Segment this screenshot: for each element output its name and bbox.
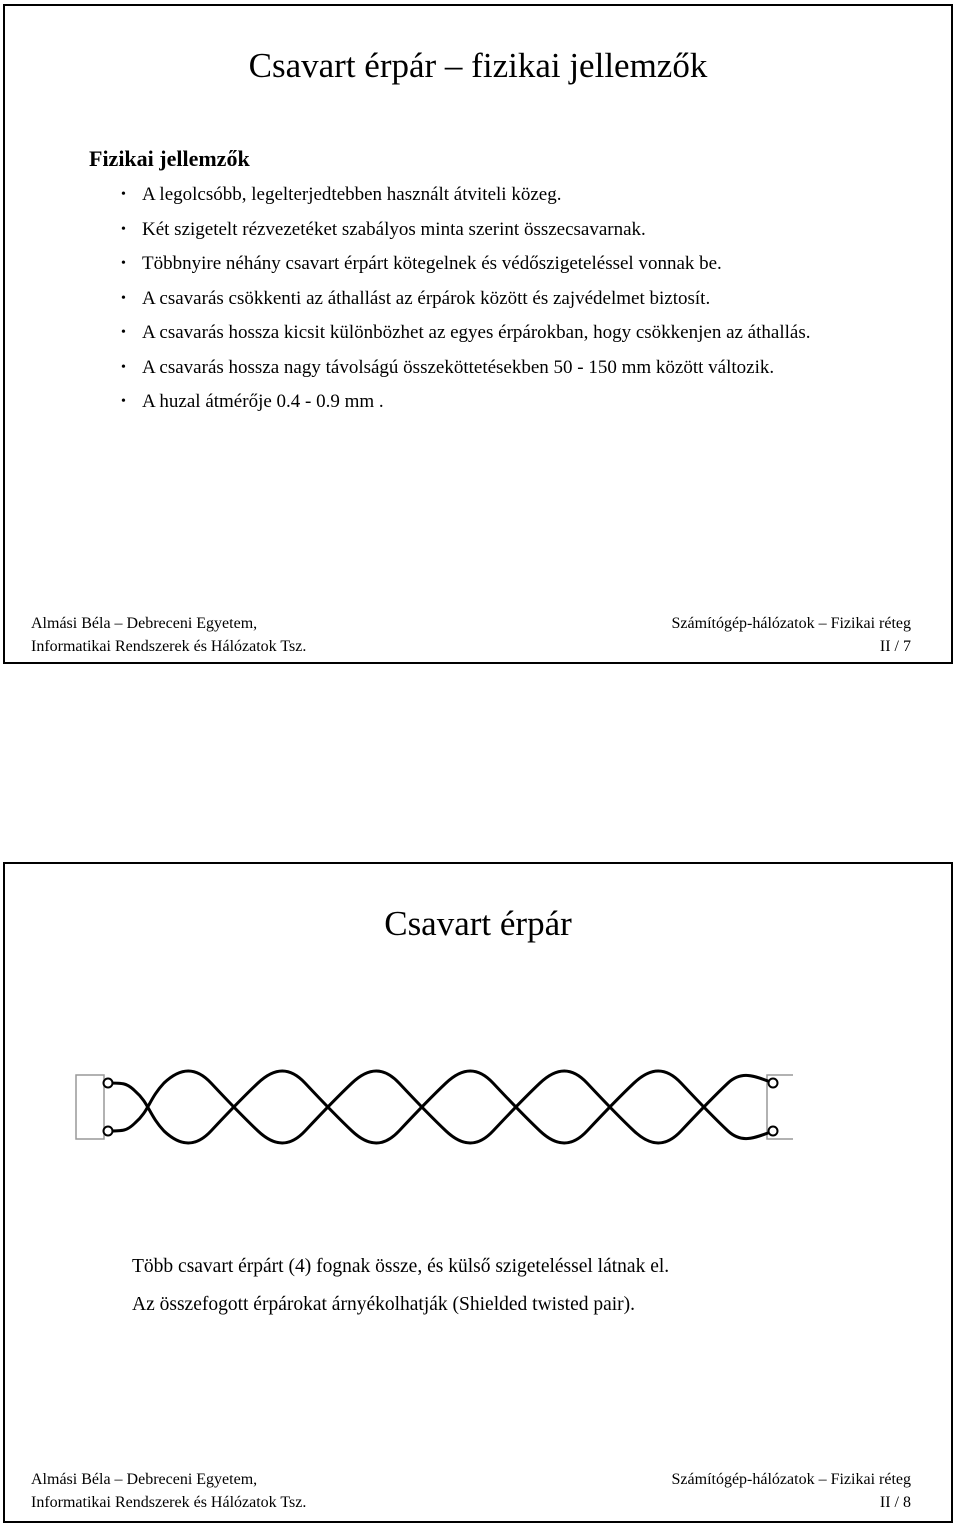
slide-title: Csavart érpár bbox=[384, 904, 572, 943]
twisted-pair-diagram bbox=[73, 1069, 793, 1149]
section-heading: Fizikai jellemzők bbox=[89, 146, 250, 171]
page-number: II / 7 bbox=[879, 638, 911, 655]
left-connector-box bbox=[76, 1075, 104, 1139]
slide-7 bbox=[3, 4, 953, 664]
bullet-icon: • bbox=[121, 256, 126, 271]
footer-course bbox=[672, 612, 911, 658]
footer-author-line1: Almási Béla – Debreceni Egyetem, bbox=[31, 1471, 258, 1488]
list-item-text: A csavarás csökkenti az áthallást az érpárok között és zajvédelmet biztosít. bbox=[142, 287, 711, 309]
bullet-icon: • bbox=[121, 187, 126, 202]
footer-course-title: Számítógép-hálózatok – Fizikai réteg bbox=[671, 1471, 911, 1488]
list-item-text: Többnyire néhány csavart érpárt kötegelnek és védőszigeteléssel vonnak be. bbox=[142, 253, 722, 274]
list-item bbox=[121, 247, 861, 282]
list-item-text: A csavarás hossza nagy távolságú összeköttetésekben 50 - 150 mm között változik. bbox=[142, 356, 775, 378]
list-item bbox=[121, 178, 861, 213]
footer-course-title: Számítógép-hálózatok – Fizikai réteg bbox=[671, 615, 911, 632]
caption-line-1: Több csavart érpárt (4) fognak össze, és külső szigeteléssel látnak el. bbox=[132, 1256, 670, 1277]
list-item-text: A legolcsóbb, legelterjedtebben használt átviteli közeg. bbox=[142, 184, 562, 205]
footer-author-line2: Informatikai Rendszerek és Hálózatok Tsz. bbox=[31, 1494, 307, 1511]
page-number: II / 8 bbox=[879, 1494, 911, 1511]
list-item bbox=[121, 282, 861, 317]
footer-author bbox=[31, 1468, 306, 1514]
list-item bbox=[121, 316, 861, 351]
list-item bbox=[121, 351, 861, 386]
bullet-icon: • bbox=[121, 359, 126, 375]
bullet-icon: • bbox=[121, 221, 126, 237]
left-terminal-bottom bbox=[104, 1127, 113, 1136]
footer-author-line2: Informatikai Rendszerek és Hálózatok Tsz. bbox=[31, 638, 307, 655]
list-item bbox=[121, 213, 861, 248]
bullet-icon: • bbox=[121, 325, 126, 340]
right-terminal-top bbox=[769, 1079, 778, 1088]
footer-author bbox=[31, 612, 306, 658]
footer-author-line1: Almási Béla – Debreceni Egyetem, bbox=[31, 615, 258, 632]
list-item bbox=[121, 385, 861, 420]
list-item-text: A csavarás hossza kicsit különbözhet az egyes érpárokban, hogy csökkenjen az áthallás. bbox=[142, 322, 811, 343]
list-item-text: A huzal átmérője 0.4 - 0.9 mm . bbox=[142, 391, 384, 412]
footer-course bbox=[672, 1468, 911, 1514]
right-terminal-bottom bbox=[769, 1127, 778, 1136]
bullet-icon: • bbox=[121, 394, 126, 409]
slide-8 bbox=[3, 862, 953, 1523]
left-terminal-top bbox=[104, 1079, 113, 1088]
caption-line-2: Az összefogott érpárokat árnyékolhatják (Shielded twisted pair). bbox=[132, 1294, 636, 1315]
bullet-list bbox=[121, 178, 861, 420]
list-item-text: Két szigetelt rézvezetéket szabályos minta szerint összecsavarnak. bbox=[142, 218, 646, 240]
bullet-icon: • bbox=[121, 290, 126, 306]
slide-title: Csavart érpár – fizikai jellemzők bbox=[248, 46, 708, 85]
